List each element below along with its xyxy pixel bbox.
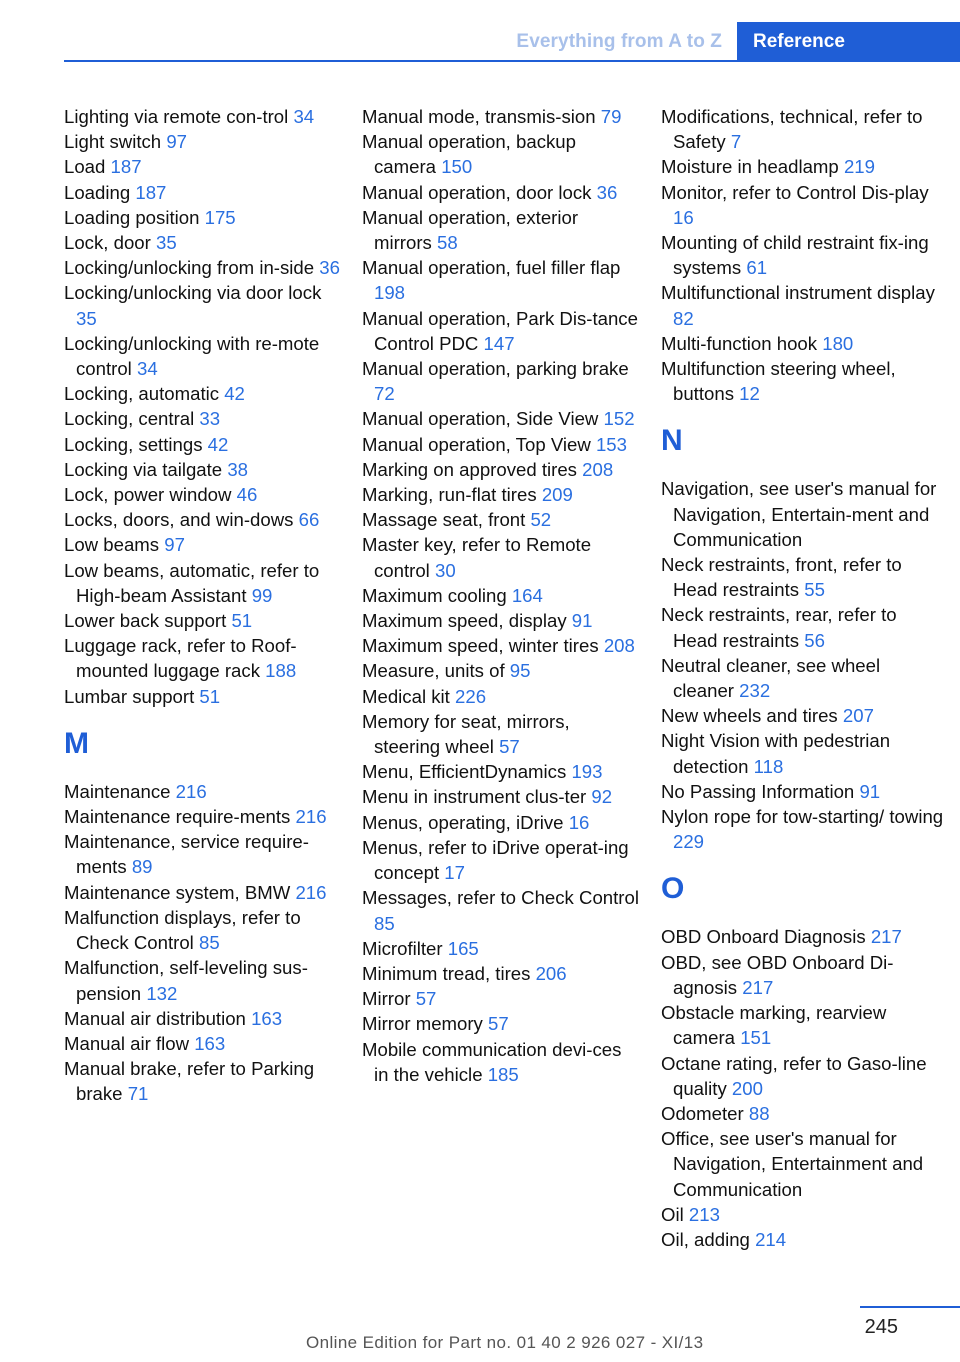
page-link[interactable]: 217 <box>870 926 902 948</box>
index-entry-text: Manual air flow <box>64 1032 190 1054</box>
index-entry <box>64 955 342 1005</box>
page-link[interactable]: 66 <box>298 509 320 531</box>
page-link[interactable]: 56 <box>804 629 825 651</box>
index-entry-text: Menu, EfficientDynamics <box>362 761 567 783</box>
page-link[interactable]: 198 <box>374 282 406 304</box>
page-link[interactable]: 208 <box>603 635 635 657</box>
index-entry <box>64 1006 342 1031</box>
index-entry <box>64 255 342 280</box>
index-entry-text: Manual operation, Side View <box>362 408 599 430</box>
index-entry-text: Obstacle marking, rearview camera <box>661 1002 887 1049</box>
page-link[interactable]: 118 <box>753 755 784 777</box>
page-link[interactable]: 214 <box>755 1228 787 1250</box>
page-link[interactable]: 206 <box>535 962 567 984</box>
page-link[interactable]: 232 <box>739 680 771 702</box>
index-entry-text: Locking/unlocking from in-side <box>64 257 315 279</box>
index-entry <box>64 1056 342 1106</box>
index-entry-text: Luggage rack, refer to Roof-mounted luggage rack <box>64 635 297 682</box>
page-link[interactable]: 219 <box>843 156 875 178</box>
page-link[interactable]: 216 <box>295 806 327 828</box>
index-entry-text: Load <box>64 156 106 178</box>
page-link[interactable]: 36 <box>596 181 618 203</box>
page-link[interactable]: 35 <box>76 307 97 329</box>
index-entry-text: Manual operation, backup camera <box>362 131 576 178</box>
index-entry-text: Multi-function hook <box>661 332 818 354</box>
index-entry-text: Lower back support <box>64 610 227 632</box>
index-entry <box>362 457 640 482</box>
page-link[interactable]: 163 <box>251 1007 283 1029</box>
index-entry-text: Multifunctional instrument display <box>661 282 935 304</box>
index-entry-text: Neck restraints, front, refer to Head restraints <box>661 554 902 601</box>
index-entry-text: Locking/unlocking via door lock <box>64 282 322 304</box>
page-link[interactable]: 187 <box>110 156 142 178</box>
page-link[interactable]: 217 <box>742 976 774 998</box>
index-entry <box>661 154 946 179</box>
index-entry-text: Mirror memory <box>362 1013 483 1035</box>
index-entry <box>362 104 640 129</box>
index-entry <box>362 180 640 205</box>
index-entry <box>362 1011 640 1036</box>
index-entry <box>362 583 640 608</box>
index-entry <box>64 905 342 955</box>
index-entry <box>64 804 342 829</box>
page-link[interactable]: 51 <box>199 685 221 707</box>
index-entry <box>64 779 342 804</box>
index-entry <box>64 154 342 179</box>
index-entry-text: Master key, refer to Remote control <box>362 534 592 581</box>
page-link[interactable]: 34 <box>136 358 158 380</box>
index-entry-text: Maintenance system, BMW <box>64 881 291 903</box>
index-entry-text: Night Vision with pedestrian detection <box>661 730 891 777</box>
index-entry-text: Manual operation, exterior mirrors <box>362 206 579 254</box>
page-link[interactable]: 16 <box>673 206 694 228</box>
index-entry-text: Neck restraints, rear, refer to Head restraints <box>661 604 897 651</box>
page-link[interactable]: 34 <box>293 106 315 127</box>
page-link[interactable]: 200 <box>731 1077 763 1099</box>
page-link[interactable]: 95 <box>509 660 531 682</box>
index-entry-text: Loading position <box>64 206 200 228</box>
page-link[interactable]: 35 <box>156 232 177 254</box>
page-link[interactable]: 207 <box>842 705 874 727</box>
index-entry <box>64 633 342 683</box>
page-link[interactable]: 187 <box>135 181 167 203</box>
index-entry-text: OBD, see OBD Onboard Di-agnosis <box>661 951 894 998</box>
index-entry-text: Mobile communication devi-ces in the vehicle <box>362 1038 622 1085</box>
index-entry-text: Low beams, automatic, refer to High-beam Assistant <box>64 559 320 606</box>
index-entry <box>362 1037 640 1087</box>
index-entry-text: Lighting via remote con-trol <box>64 106 289 127</box>
index-entry-text: Manual mode, transmis-sion <box>362 106 596 127</box>
index-entry-text: Locking, automatic <box>64 383 220 405</box>
index-entry <box>362 608 640 633</box>
page-link[interactable]: 72 <box>374 383 395 405</box>
page-link[interactable]: 180 <box>822 332 854 354</box>
index-entry-text: Monitor, refer to Control Dis-play <box>661 181 929 203</box>
index-entry <box>362 936 640 961</box>
reference-tab: Reference <box>737 22 960 60</box>
index-entry <box>661 703 946 728</box>
page-link[interactable]: 36 <box>319 257 340 279</box>
page-link[interactable]: 51 <box>231 610 253 632</box>
page-link[interactable]: 152 <box>603 408 635 430</box>
index-entry <box>64 180 342 205</box>
index-entry <box>64 507 342 532</box>
page-link[interactable]: 61 <box>746 257 768 279</box>
index-entry-text: Maintenance <box>64 780 171 802</box>
index-entry-text: Oil, adding <box>661 1228 750 1250</box>
page-link[interactable]: 91 <box>859 780 881 802</box>
index-entry <box>362 432 640 457</box>
index-entry <box>64 381 342 406</box>
index-entry <box>362 784 640 809</box>
index-column-3 <box>661 104 946 1252</box>
index-entry <box>661 1126 946 1202</box>
page-link[interactable]: 147 <box>483 332 515 354</box>
index-entry-text: Locking/unlocking with re-mote control <box>64 332 320 380</box>
index-entry <box>661 476 946 552</box>
index-entry <box>362 406 640 431</box>
index-entry <box>64 205 342 230</box>
index-entry <box>64 829 342 879</box>
page-link[interactable]: 216 <box>295 881 327 903</box>
page-link[interactable]: 38 <box>227 458 249 480</box>
index-entry <box>64 1031 342 1056</box>
index-entry-text: Lumbar support <box>64 685 195 707</box>
page-link[interactable]: 58 <box>437 232 458 254</box>
index-entry-text: Oil <box>661 1203 684 1225</box>
page-link[interactable]: 99 <box>251 584 273 606</box>
page-link[interactable]: 57 <box>499 736 520 758</box>
index-entry-text: Memory for seat, mirrors, steering wheel <box>362 710 570 758</box>
index-entry-text: Loading <box>64 181 131 203</box>
page-link[interactable]: 163 <box>194 1032 226 1054</box>
index-entry <box>64 331 342 381</box>
page-link[interactable]: 208 <box>582 458 614 480</box>
index-entry <box>64 432 342 457</box>
index-entry <box>64 482 342 507</box>
index-entry-text: Navigation, see user's manual for Navigation, Entertain-ment and Communication <box>661 478 937 550</box>
page-link[interactable]: 150 <box>441 156 473 178</box>
index-column-2 <box>362 104 640 1087</box>
index-entry-text: Menus, operating, iDrive <box>362 811 564 833</box>
page-link[interactable]: 57 <box>415 988 437 1010</box>
index-entry <box>362 759 640 784</box>
index-entry-text: Menus, refer to iDrive operat-ing concept <box>362 836 629 884</box>
index-entry <box>661 552 946 602</box>
index-entry-text: Odometer <box>661 1102 744 1124</box>
page-link[interactable]: 185 <box>487 1063 519 1085</box>
index-entry <box>362 532 640 582</box>
index-entry-text: Modifications, technical, refer to Safety <box>661 106 923 153</box>
index-entry-text: Massage seat, front <box>362 509 526 531</box>
index-entry <box>661 1051 946 1101</box>
index-entry-text: Locks, doors, and win-dows <box>64 509 294 531</box>
index-entry <box>661 180 946 230</box>
index-entry-text: Menu in instrument clus-ter <box>362 786 587 808</box>
index-entry-text: Locking via tailgate <box>64 458 223 480</box>
page-link[interactable]: 229 <box>673 831 705 853</box>
index-entry <box>362 306 640 356</box>
index-letter-heading: N <box>661 424 683 458</box>
page-link[interactable]: 132 <box>146 982 178 1004</box>
index-entry <box>661 602 946 652</box>
index-entry <box>64 880 342 905</box>
footer-rule <box>860 1306 960 1308</box>
index-entry-text: Manual operation, fuel filler flap <box>362 257 621 279</box>
header-rule <box>64 60 960 62</box>
index-letter-heading: M <box>64 726 89 760</box>
index-entry-text: Malfunction displays, refer to Check Control <box>64 906 301 954</box>
index-entry <box>362 633 640 658</box>
page-link[interactable]: 153 <box>595 433 627 455</box>
page-link[interactable]: 188 <box>265 660 297 682</box>
index-entry-text: Maximum cooling <box>362 584 507 606</box>
page-link[interactable]: 71 <box>127 1083 149 1105</box>
index-entry <box>362 205 640 255</box>
page-link[interactable]: 151 <box>740 1027 772 1049</box>
page-link[interactable]: 7 <box>730 131 742 153</box>
index-entry-text: Nylon rope for tow-starting/ towing <box>661 806 944 828</box>
index-entry-text: Maximum speed, display <box>362 610 567 632</box>
index-entry <box>661 804 946 854</box>
index-letter-heading: O <box>661 872 685 906</box>
index-entry <box>362 961 640 986</box>
index-entry-text: Mounting of child restraint fix-ing systems <box>661 232 929 279</box>
index-entry <box>362 255 640 305</box>
index-entry <box>362 658 640 683</box>
index-entry-text: Lock, door <box>64 232 151 254</box>
index-entry-text: OBD Onboard Diagnosis <box>661 926 866 948</box>
edition-note: Online Edition for Part no. 01 40 2 926 027 - XI/13 <box>306 1333 704 1352</box>
index-entry <box>64 129 342 154</box>
index-entry <box>661 1202 946 1227</box>
index-entry <box>64 532 342 557</box>
index-entry-text: Locking, central <box>64 408 195 430</box>
page-link[interactable]: 42 <box>224 383 245 405</box>
index-entry-text: Manual operation, door lock <box>362 181 592 203</box>
index-entry <box>661 1000 946 1050</box>
index-entry-text: Malfunction, self-leveling sus-pension <box>64 957 308 1004</box>
page-header <box>0 0 960 62</box>
index-entry <box>362 986 640 1011</box>
index-entry <box>362 709 640 759</box>
index-entry-text: Measure, units of <box>362 660 505 682</box>
index-entry-text: Octane rating, refer to Gaso-line quality <box>661 1052 927 1099</box>
index-entry-text: Manual brake, refer to Parking brake <box>64 1058 315 1105</box>
index-entry <box>362 835 640 885</box>
index-entry-text: New wheels and tires <box>661 705 838 727</box>
page-link[interactable]: 12 <box>739 383 760 405</box>
index-entry <box>362 684 640 709</box>
page-link[interactable]: 52 <box>530 509 552 531</box>
index-entry <box>661 104 946 154</box>
index-entry-text: Manual operation, Park Dis-tance Control PDC <box>362 307 638 354</box>
page-link[interactable]: 226 <box>455 685 487 707</box>
index-entry <box>362 507 640 532</box>
index-entry <box>661 331 946 356</box>
page-link[interactable]: 85 <box>374 912 395 934</box>
index-entry-text: Microfilter <box>362 937 443 959</box>
page-link[interactable]: 91 <box>571 610 593 632</box>
index-entry-text: Maximum speed, winter tires <box>362 635 599 657</box>
page-link[interactable]: 175 <box>204 206 236 228</box>
index-entry-text: Office, see user's manual for Navigation, Entertainment and Communication <box>661 1128 924 1200</box>
index-entry <box>661 728 946 778</box>
index-entry-text: Messages, refer to Check Control <box>362 887 639 909</box>
index-entry <box>64 684 342 709</box>
index-entry-text: Minimum tread, tires <box>362 962 531 984</box>
index-entry-text: Maintenance require-ments <box>64 806 291 828</box>
page-link[interactable]: 55 <box>804 579 825 601</box>
index-entry-text: Maintenance, service require-ments <box>64 831 309 878</box>
index-entry-text: Mirror <box>362 988 411 1010</box>
index-entry <box>661 779 946 804</box>
page-number: 245 <box>864 1316 898 1338</box>
index-entry <box>64 457 342 482</box>
page-link[interactable]: 97 <box>166 131 188 153</box>
page-link[interactable]: 193 <box>571 761 603 783</box>
index-entry <box>64 280 342 330</box>
page-link[interactable]: 213 <box>688 1203 720 1225</box>
index-entry <box>362 129 640 179</box>
index-entry-text: Marking, run-flat tires <box>362 484 537 506</box>
index-entry-text: Moisture in headlamp <box>661 156 839 178</box>
page-link[interactable]: 85 <box>198 932 220 954</box>
page-link[interactable]: 209 <box>541 484 573 506</box>
index-entry <box>64 558 342 608</box>
index-entry <box>661 356 946 406</box>
page-link[interactable]: 89 <box>131 856 153 878</box>
page-link[interactable]: 216 <box>175 780 207 802</box>
index-entry <box>661 1101 946 1126</box>
index-entry <box>64 104 342 129</box>
index-entry <box>362 482 640 507</box>
page-link[interactable]: 30 <box>434 559 456 581</box>
index-entry <box>64 230 342 255</box>
index-entry-text: Low beams <box>64 534 160 556</box>
page-link[interactable]: 42 <box>207 433 229 455</box>
index-entry-text: Locking, settings <box>64 433 203 455</box>
index-entry <box>661 280 946 330</box>
index-entry-text: Marking on approved tires <box>362 458 577 480</box>
index-entry <box>661 653 946 703</box>
index-entry-text: Manual operation, Top View <box>362 433 591 455</box>
index-entry-text: Neutral cleaner, see wheel cleaner <box>661 654 881 702</box>
index-entry-text: Multifunction steering wheel, buttons <box>661 358 896 405</box>
page-link[interactable]: 17 <box>444 862 465 884</box>
index-entry <box>661 1227 946 1252</box>
page-link[interactable]: 92 <box>591 786 613 808</box>
index-entry-text: Medical kit <box>362 685 450 707</box>
page-link[interactable]: 82 <box>673 307 694 329</box>
page-link[interactable]: 57 <box>488 1013 509 1035</box>
page-link[interactable]: 88 <box>748 1102 770 1124</box>
index-entry <box>64 406 342 431</box>
page-link[interactable]: 46 <box>236 484 258 506</box>
index-entry <box>661 924 946 949</box>
page-link[interactable]: 79 <box>600 106 622 127</box>
index-entry <box>362 810 640 835</box>
index-entry <box>362 885 640 935</box>
page-link[interactable]: 165 <box>447 937 479 959</box>
page-link[interactable]: 16 <box>568 811 590 833</box>
index-entry-text: Lock, power window <box>64 484 232 506</box>
index-entry <box>362 356 640 406</box>
index-entry-text: Light switch <box>64 131 162 153</box>
page-link[interactable]: 33 <box>199 408 221 430</box>
page-link[interactable]: 97 <box>164 534 185 556</box>
index-entry-text: Manual operation, parking brake <box>362 358 629 380</box>
index-entry <box>661 230 946 280</box>
index-entry <box>64 608 342 633</box>
page-link[interactable]: 164 <box>511 584 543 606</box>
index-column-1 <box>64 104 342 1107</box>
section-title: Everything from A to Z <box>516 31 722 52</box>
index-entry-text: Manual air distribution <box>64 1007 246 1029</box>
index-entry-text: No Passing Information <box>661 780 855 802</box>
index-entry <box>661 950 946 1000</box>
